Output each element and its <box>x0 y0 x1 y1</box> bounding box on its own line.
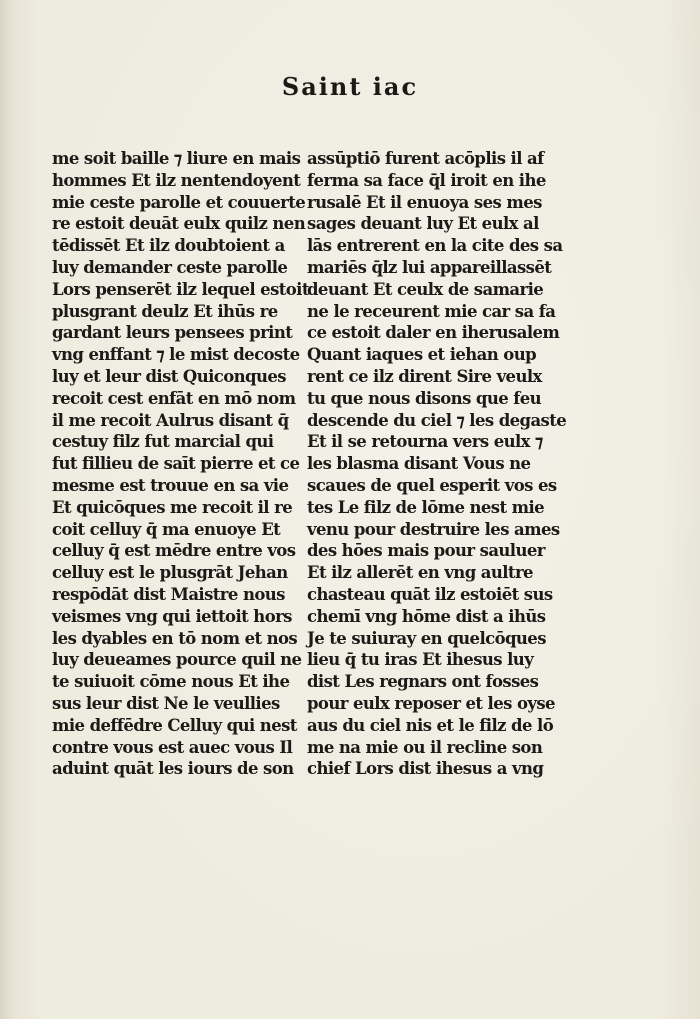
text-line: chief Lors dist ihesus a vng <box>307 759 544 779</box>
text-line: cestuy filz fut marcial qui <box>52 432 274 452</box>
text-column-left <box>52 148 309 780</box>
text-line: fut fillieu de saīt pierre et ce <box>52 454 300 474</box>
text-line: les dyables en tō nom et nos <box>52 628 298 648</box>
text-column-right <box>307 148 567 780</box>
text-line: ne le receurent mie car sa fa <box>307 301 556 321</box>
text-line: tēdissēt Et ilz doubtoient a <box>52 236 285 256</box>
text-line: vng enffant ⁊ le mist decoste <box>52 345 300 365</box>
running-head: Saint iac <box>281 72 419 101</box>
text-line: rent ce ilz dirent Sire veulx <box>307 366 542 386</box>
text-line: re estoit deuāt eulx quilz nen <box>52 214 306 234</box>
text-line: tes Le filz de lōme nest mie <box>307 497 545 517</box>
text-line: me na mie ou il recline son <box>307 737 543 757</box>
text-line: hommes Et ilz nentendoyent <box>52 170 301 190</box>
text-line: contre vous est auec vous Il <box>52 737 293 757</box>
text-line: celluy est le plusgrāt Jehan <box>52 563 288 583</box>
text-line: descende du ciel ⁊ les degaste <box>307 410 567 430</box>
text-line: les blasma disant Vous ne <box>307 454 531 474</box>
text-line: mariēs q̄lz lui appareillassēt <box>307 257 552 277</box>
text-line: deuant Et ceulx de samarie <box>307 279 544 299</box>
text-line: des hōes mais pour sauluer <box>307 541 545 561</box>
text-line: rusalē Et il enuoya ses mes <box>307 192 542 212</box>
text-line: recoit cest enfāt en mō nom <box>52 388 296 408</box>
text-line: assūptiō furent acōplis il af <box>307 149 544 168</box>
text-line: veismes vng qui iettoit hors <box>52 606 292 626</box>
text-line: chasteau quāt ilz estoiēt sus <box>307 584 553 604</box>
text-line: Je te suiuray en quelcōques <box>307 628 546 648</box>
text-line: il me recoit Aulrus disant q̄ <box>52 410 289 430</box>
text-line: plusgrant deulz Et ihūs re <box>52 301 278 321</box>
text-line: Quant iaques et iehan oup <box>307 345 537 365</box>
text-line: mesme est trouue en sa vie <box>52 475 289 495</box>
text-line: mie ceste parolle et couuerte <box>52 192 306 212</box>
text-line: luy deueames pource quil ne <box>52 650 302 670</box>
text-line: luy et leur dist Quiconques <box>52 366 286 386</box>
text-line: coit celluy q̄ ma enuoye Et <box>52 519 281 539</box>
text-line: te suiuoit cōme nous Et ihe <box>52 672 290 692</box>
text-line: tu que nous disons que feu <box>307 388 542 408</box>
text-line: aus du ciel nis et le filz de lō <box>307 715 554 735</box>
text-line: lieu q̄ tu iras Et ihesus luy <box>307 650 534 670</box>
text-line: lās entrerent en la cite des sa <box>307 236 563 256</box>
text-line: me soit baille ⁊ liure en mais <box>52 149 301 168</box>
text-line: respōdāt dist Maistre nous <box>52 584 285 604</box>
text-line: gardant leurs pensees print <box>52 323 293 343</box>
text-line: Et il se retourna vers eulx ⁊ <box>307 432 543 452</box>
text-line: sus leur dist Ne le veullies <box>52 693 280 713</box>
text-line: luy demander ceste parolle <box>52 257 288 277</box>
text-line: Et ilz allerēt en vng aultre <box>307 563 533 583</box>
text-line: scaues de quel esperit vos es <box>307 475 557 495</box>
text-line: venu pour destruire les ames <box>307 519 560 539</box>
text-line: dist Les regnars ont fosses <box>307 672 539 692</box>
text-line: Et quicōques me recoit il re <box>52 497 293 517</box>
text-line: aduint quāt les iours de son <box>52 759 294 779</box>
text-line: mie deffēdre Celluy qui nest <box>52 715 297 735</box>
text-line: Lors penserēt ilz lequel estoit <box>52 279 309 299</box>
text-line: sages deuant luy Et eulx al <box>307 214 539 234</box>
text-line: celluy q̄ est mēdre entre vos <box>52 541 296 561</box>
text-line: chemī vng hōme dist a ihūs <box>307 606 546 626</box>
text-line: ce estoit daler en iherusalem <box>307 323 560 343</box>
text-line: pour eulx reposer et les oyse <box>307 693 555 713</box>
text-line: ferma sa face q̄l iroit en ihe <box>307 170 546 190</box>
